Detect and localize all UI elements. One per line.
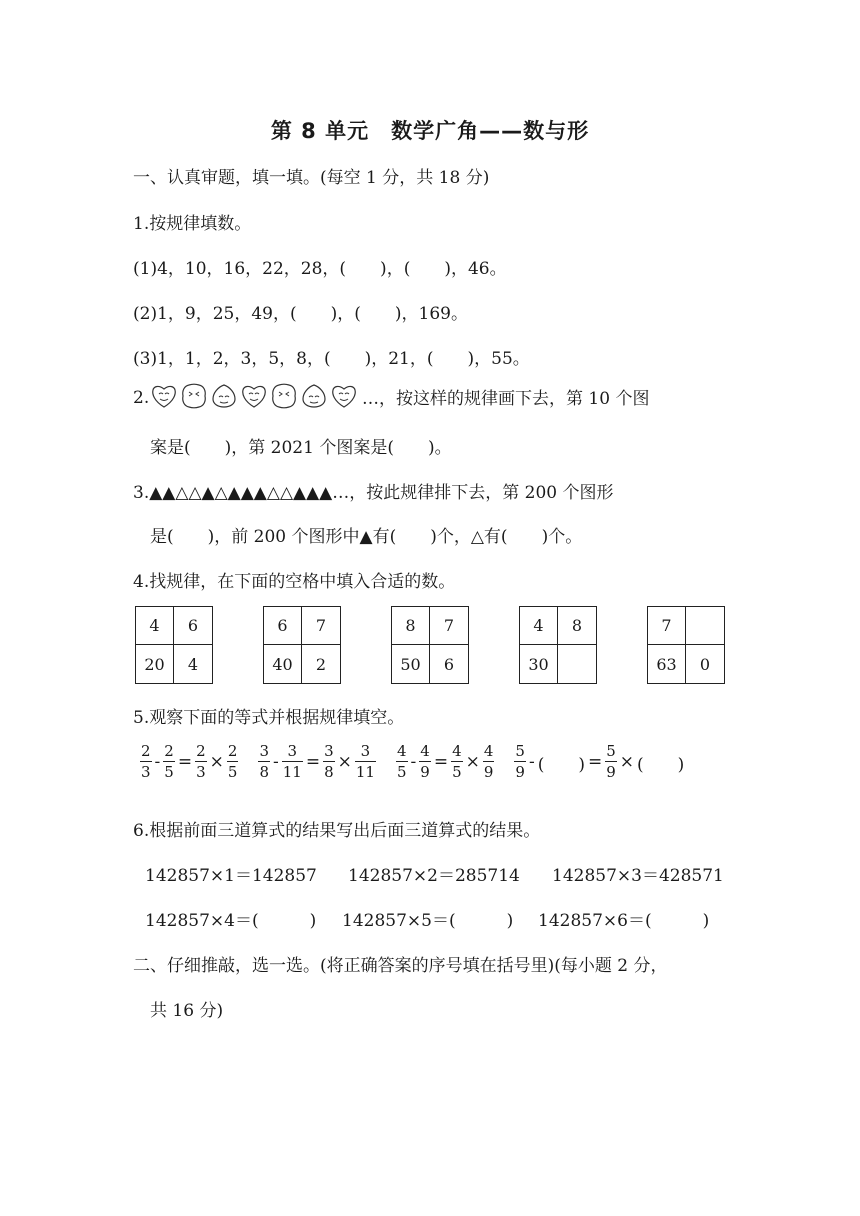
q2-text-after: …，按这样的规律画下去，第 10 个图 bbox=[362, 388, 650, 409]
times-sign: × bbox=[209, 752, 224, 772]
fraction: $\frac{2}{3}$ bbox=[196, 742, 206, 781]
grid-cell: 4 bbox=[187, 654, 199, 674]
fraction: $\frac{2}{5}$ bbox=[227, 742, 238, 781]
grid-cell: 0 bbox=[699, 654, 711, 674]
grid-cell: 4 bbox=[520, 607, 558, 645]
section-heading-2-cont: 共 16 分) bbox=[150, 1001, 224, 1021]
grid-cell-blank[interactable] bbox=[686, 607, 724, 645]
q6-ask-1: 142857×4＝( ) bbox=[145, 911, 317, 931]
fraction: $\frac{5}{9}$ bbox=[606, 742, 616, 781]
grid-cell: 2 bbox=[315, 654, 327, 674]
grid-cell: 7 bbox=[648, 607, 686, 645]
fraction: $\frac{3}{11}$ bbox=[355, 742, 375, 781]
q5-equations bbox=[140, 744, 684, 780]
section-heading-1: 一、认真审题，填一填。(每空 1 分，共 18 分) bbox=[133, 168, 490, 188]
grid-cell-blank[interactable] bbox=[558, 645, 596, 683]
grid-cell: 63 bbox=[648, 645, 686, 683]
number-grid-4 bbox=[519, 606, 597, 684]
fraction: $\frac{2}{5}$ bbox=[164, 742, 174, 781]
peach-face-icon bbox=[300, 382, 328, 410]
times-sign: × bbox=[337, 752, 352, 772]
heart-face-icon bbox=[330, 382, 358, 410]
grid-cell: 4 bbox=[136, 607, 174, 645]
q2-line-2: 案是( )，第 2021 个图案是( )。 bbox=[150, 438, 452, 458]
grid-cell: 8 bbox=[558, 607, 596, 645]
q6-given-3: 142857×3＝428571 bbox=[552, 866, 724, 886]
heart-face-icon bbox=[150, 382, 178, 410]
times-sign: × bbox=[465, 752, 480, 772]
q6-ask-3: 142857×6＝( ) bbox=[538, 911, 710, 931]
equals-sign: = bbox=[177, 752, 193, 772]
grid-cell: 8 bbox=[392, 607, 430, 645]
fraction: $\frac{4}{9}$ bbox=[483, 742, 494, 781]
grid-cell: 50 bbox=[392, 645, 430, 683]
q6-heading: 6.根据前面三道算式的结果写出后面三道算式的结果。 bbox=[133, 821, 541, 841]
minus-sign: - bbox=[528, 752, 535, 772]
fraction: $\frac{4}{9}$ bbox=[420, 742, 430, 781]
minus-sign: - bbox=[154, 752, 161, 772]
grid-cell: 6 bbox=[264, 607, 302, 645]
equals-sign: = bbox=[433, 752, 449, 772]
q1-item-2: (2)1，9，25，49，( )，( )，169。 bbox=[133, 304, 468, 324]
q6-given-1: 142857×1＝142857 bbox=[145, 866, 317, 886]
q2-number: 2. bbox=[133, 388, 150, 408]
section-heading-2: 二、仔细推敲，选一选。(将正确答案的序号填在括号里)(每小题 2 分， bbox=[133, 956, 668, 976]
fraction: $\frac{4}{5}$ bbox=[452, 742, 462, 781]
fraction: $\frac{4}{5}$ bbox=[396, 742, 407, 781]
grid-cell: 7 bbox=[302, 607, 340, 645]
q1-item-3: (3)1，1，2，3，5，8，( )，21，( )，55。 bbox=[133, 349, 530, 369]
round-face-icon bbox=[180, 382, 208, 410]
page-title: 第 8 单元 数学广角——数与形 bbox=[270, 119, 590, 143]
minus-sign: - bbox=[272, 752, 279, 772]
q6-ask-2: 142857×5＝( ) bbox=[342, 911, 514, 931]
q4-grid-row bbox=[135, 606, 735, 686]
number-grid-3 bbox=[391, 606, 469, 684]
equals-sign: = bbox=[587, 752, 603, 772]
answer-blank[interactable]: ( ) bbox=[637, 754, 685, 775]
fraction: $\frac{2}{3}$ bbox=[141, 742, 151, 781]
fraction: $\frac{3}{8}$ bbox=[324, 742, 334, 781]
grid-cell: 20 bbox=[136, 645, 174, 683]
minus-sign: - bbox=[410, 752, 417, 772]
grid-cell: 6 bbox=[174, 607, 212, 645]
grid-cell: 6 bbox=[443, 654, 455, 674]
q5-heading: 5.观察下面的等式并根据规律填空。 bbox=[133, 708, 405, 728]
q3-line-2: 是( )，前 200 个图形中▲有( )个，△有( )个。 bbox=[150, 527, 583, 547]
grid-cell: 40 bbox=[264, 645, 302, 683]
number-grid-5 bbox=[647, 606, 725, 684]
answer-blank[interactable]: ( ) bbox=[537, 754, 585, 775]
equals-sign: = bbox=[305, 752, 321, 772]
q4-heading: 4.找规律，在下面的空格中填入合适的数。 bbox=[133, 572, 456, 592]
grid-cell: 30 bbox=[520, 645, 558, 683]
number-grid-1 bbox=[135, 606, 213, 684]
round-face-icon bbox=[270, 382, 298, 410]
fraction: $\frac{5}{9}$ bbox=[515, 742, 525, 781]
q2-face-sequence bbox=[150, 382, 649, 410]
number-grid-2 bbox=[263, 606, 341, 684]
fraction: $\frac{3}{11}$ bbox=[282, 742, 302, 781]
fraction: $\frac{3}{8}$ bbox=[259, 742, 269, 781]
grid-cell: 7 bbox=[430, 607, 468, 645]
q3-line-1: 3.▲▲△△▲△▲▲▲△△▲▲▲…，按此规律排下去，第 200 个图形 bbox=[133, 483, 614, 503]
heart-face-icon bbox=[240, 382, 268, 410]
peach-face-icon bbox=[210, 382, 238, 410]
q1-heading: 1.按规律填数。 bbox=[133, 214, 252, 234]
times-sign: × bbox=[619, 752, 635, 772]
q1-item-1: (1)4，10，16，22，28，( )，( )，46。 bbox=[133, 259, 507, 279]
q6-given-2: 142857×2＝285714 bbox=[348, 866, 520, 886]
